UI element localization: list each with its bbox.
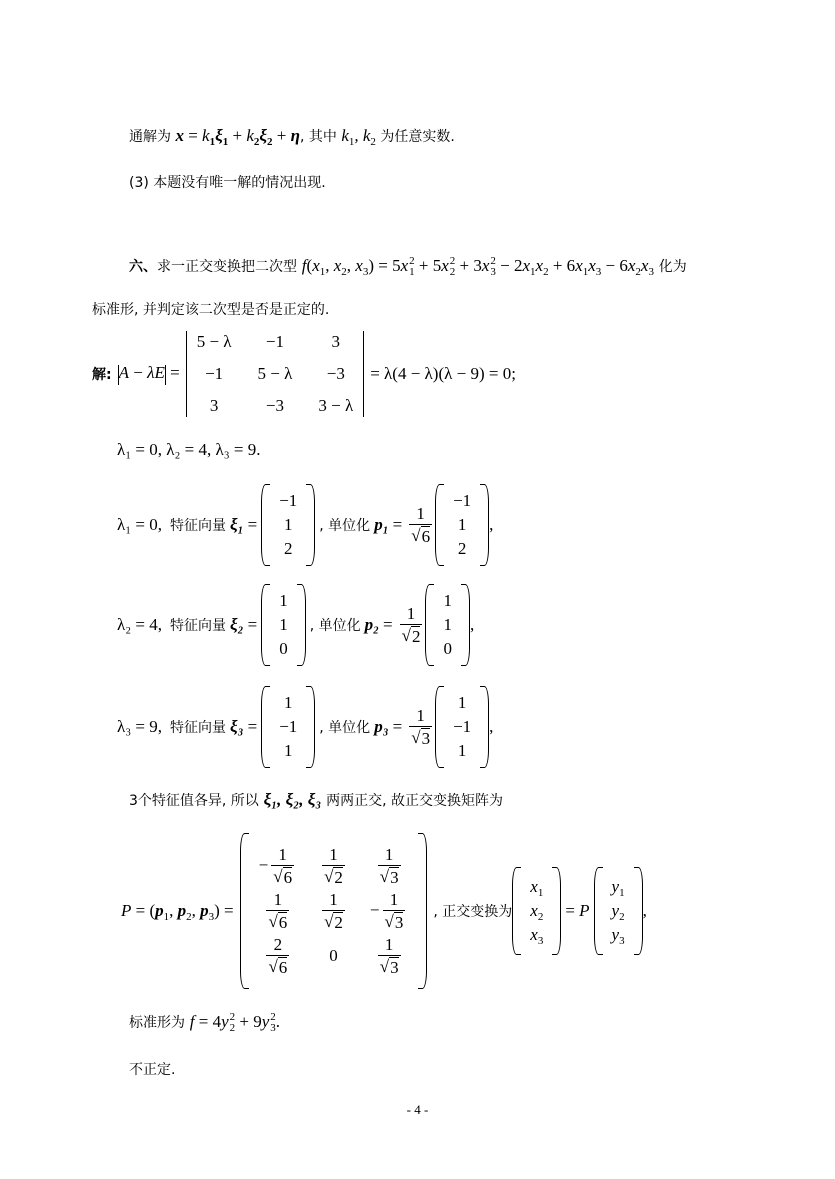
xi-symbol: ξ₃: [230, 717, 244, 736]
vector: [435, 686, 489, 768]
page-number: - 4 -: [406, 1102, 429, 1117]
eigenvector-label: 特征向量: [170, 518, 227, 534]
eigenvector-label: 特征向量: [170, 720, 227, 736]
vector-entry: $x_1$: [530, 877, 544, 899]
vector-entry: 1: [283, 693, 293, 712]
det-cell: 3: [209, 396, 219, 415]
general-solution-prefix: 通解为: [129, 129, 176, 145]
vector-entry: 1: [457, 693, 467, 712]
question-text: 求一正交变换把二次型: [157, 259, 297, 275]
ortho-transform-label: , 正交变换为: [433, 904, 513, 920]
p-symbol: p₂: [364, 615, 380, 634]
orthogonal-statement: [129, 790, 503, 811]
P-cell: 0: [329, 946, 338, 965]
det-rhs: = λ(4 − λ)(λ − 9) = 0;: [370, 364, 516, 383]
P-cell: 2 √ 6: [268, 934, 288, 977]
normalizer: 1 √ 3: [411, 705, 431, 748]
vector-entry: 1: [283, 515, 293, 534]
eigen-row: λ₁ = 0, 特征向量 ξ₁ = −1 1 2 , 单位化 p₁ = 1 √ 6 −1 1 2 ,: [117, 483, 493, 567]
normalizer: 1 √ 6: [411, 503, 431, 546]
det-cell: 3 − λ: [318, 396, 354, 415]
standard-form-line: [129, 1012, 280, 1034]
unit-label: , 单位化: [309, 618, 361, 634]
vector-entry: $y_2$: [611, 901, 625, 923]
general-solution-formula: $x = k_1\xi_1 + k_2\xi_2 + \eta$: [175, 126, 300, 148]
general-solution-mid: , 其中: [299, 129, 342, 145]
vector-entry: 0: [279, 639, 288, 658]
vector-entry: $x_3$: [530, 925, 544, 947]
normalizer: 1 √ 2: [401, 603, 421, 646]
general-solution-line: [129, 126, 455, 148]
eigenvalues-line: λ₁ = 0, λ₂ = 4, λ₃ = 9.: [117, 440, 261, 459]
orth-vecs: ξ₁, ξ₂, ξ₃: [263, 790, 322, 809]
det-cell: −3: [265, 396, 284, 415]
not-positive-definite: 不正定.: [129, 1062, 176, 1078]
free-params: $k_1$, $k_2$: [341, 126, 376, 148]
vector-entry: $x_2$: [530, 901, 544, 923]
xi-symbol: ξ₂: [230, 615, 244, 634]
P-cell: 1 √ 3: [379, 934, 399, 977]
vector: [261, 686, 315, 768]
vector-entry: 1: [283, 741, 293, 760]
standard-form: f = 4y 2 2 + 9y 2 3 .: [189, 1011, 281, 1035]
quadratic-form: $f(x_1$, $x_2$, $x_3) = 5x$ 2 1 + 5x 2 2 + 3x 2 3 − $2x_1x_2 + 6x_1x_3 - 6x_2x_3$: [301, 255, 654, 279]
eigenvalue: λ₂ = 4,: [117, 615, 163, 634]
orth-post: 两两正交, 故正交变换矩阵为: [326, 793, 503, 809]
vector: [261, 584, 306, 666]
vector-entry: 1: [279, 591, 288, 610]
vector-entry: 1: [457, 741, 467, 760]
orthogonal-matrix-row: $P = (p_1$, $p_2$, $p_3$) = − 1 √ 6 1 √ 2 1 √ 3 1 √ 6 1 √ 2 − 1 √ 3 2 √ 6 0 1 √ 3 , 正交变换为 $x_1$ $x_2$ $x_3$ = P $y_1$ $y_2$ $y_3$ ,: [121, 832, 647, 990]
vector-entry: $y_1$: [611, 877, 625, 899]
vector: [425, 584, 470, 666]
eigen-row: λ₃ = 9, 特征向量 ξ₃ = 1 −1 1 , 单位化 p₃ = 1 √ 3 1 −1 1 ,: [117, 685, 493, 769]
vector-entry: $y_3$: [611, 925, 625, 947]
vector-entry: −1: [453, 491, 472, 510]
vector: [261, 484, 315, 566]
det-cell: 3: [331, 332, 341, 351]
P-cell: 1 √ 2: [324, 844, 343, 887]
question-suffix: 化为: [658, 259, 687, 275]
eigenvalue: λ₁ = 0,: [117, 515, 163, 534]
vector-entry: 1: [443, 615, 452, 634]
det-lhs: A − λE =: [118, 363, 180, 384]
P-left-paren: [240, 833, 249, 989]
y-vector: [594, 867, 643, 955]
case3-line: (3) 本题没有唯一解的情况出现.: [129, 175, 326, 191]
vector-entry: 1: [457, 515, 467, 534]
P-matrix: [249, 845, 419, 978]
P-cell: 1 √ 2: [324, 889, 343, 932]
det-cell: 5 − λ: [196, 332, 232, 351]
general-solution-suffix: 为任意实数.: [375, 129, 455, 145]
unit-label: , 单位化: [319, 720, 371, 736]
eigenvalue: λ₃ = 9,: [117, 717, 163, 736]
question-6-line: [129, 256, 687, 278]
eigen-row: λ₂ = 4, 特征向量 ξ₂ = 1 1 0 , 单位化 p₂ = 1 √ 2 1 1 0 ,: [117, 583, 474, 667]
det-matrix: [187, 329, 364, 419]
det-cell: −1: [265, 332, 284, 351]
P-cell: − 1 √ 6: [258, 844, 293, 887]
P-lhs: $P = (p_1$, $p_2$, $p_3$) =: [121, 901, 234, 923]
det-cell: 5 − λ: [257, 364, 293, 383]
orth-pre: 3个特征值各异, 所以: [129, 793, 259, 809]
vector-entry: 2: [457, 539, 467, 558]
vector-entry: −1: [453, 717, 472, 736]
P-cell: 1 √ 3: [379, 844, 399, 887]
unit-label: , 单位化: [319, 518, 371, 534]
det-cell: −1: [205, 364, 224, 383]
x-vector: [512, 867, 561, 955]
P-cell: 1 √ 6: [268, 889, 288, 932]
P-right-paren: [418, 833, 427, 989]
det-right-bar: [363, 331, 364, 417]
vector-entry: −1: [279, 717, 298, 736]
vector-entry: 1: [279, 615, 288, 634]
question-6-line2: 标准形, 并判定该二次型是否是正定的.: [92, 302, 330, 318]
vector-entry: 2: [283, 539, 293, 558]
xi-symbol: ξ₁: [230, 515, 244, 534]
question-number: 六、: [129, 259, 157, 275]
p-symbol: p₃: [374, 717, 389, 736]
det-cell: −3: [326, 364, 345, 383]
vector-entry: −1: [279, 491, 298, 510]
p-symbol: p₁: [374, 515, 389, 534]
eigenvector-label: 特征向量: [170, 618, 227, 634]
characteristic-determinant: [92, 331, 516, 417]
vector-entry: 0: [443, 639, 452, 658]
solution-label: 解:: [92, 367, 112, 383]
vector: [435, 484, 489, 566]
vector-entry: 1: [443, 591, 452, 610]
P-cell: − 1 √ 3: [369, 889, 404, 932]
standard-form-label: 标准形为: [129, 1015, 185, 1031]
